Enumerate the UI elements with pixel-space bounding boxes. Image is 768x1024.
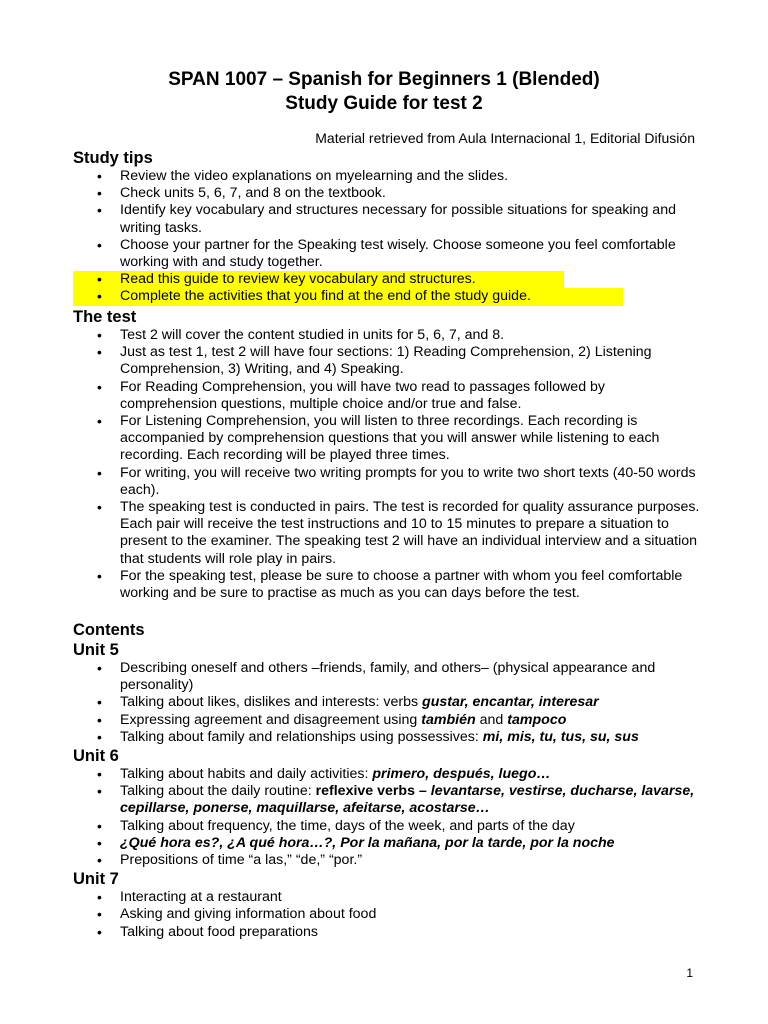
list-item: • Check units 5, 6, 7, and 8 on the textbook. bbox=[73, 185, 703, 202]
list-item: • Talking about family and relationships using possessives: mi, mis, tu, tus, su, sus bbox=[73, 729, 703, 746]
list-item: • The speaking test is conducted in pairs. The test is recorded for quality assurance purposes. Each pair will receive the test instructions and 10 to 15 minutes to prepare a situation to present to the examiner. The speaking test 2 will have an individual interview and a situation that students will role play in pairs. bbox=[73, 499, 703, 568]
source-note: Material retrieved from Aula Internacional 1, Editorial Difusión bbox=[315, 130, 695, 146]
list-item: • Asking and giving information about food bbox=[73, 906, 703, 923]
course-title: SPAN 1007 – Spanish for Beginners 1 (Blended) bbox=[168, 69, 600, 90]
list-item: • For the speaking test, please be sure to choose a partner with whom you feel comfortable working and be sure to practise as much as you can days before the test. bbox=[73, 568, 703, 602]
list-item: • For Reading Comprehension, you will have two read to passages followed by comprehension questions, multiple choice and/or true and false. bbox=[73, 379, 703, 413]
list-item: • Talking about food preparations bbox=[73, 924, 703, 941]
contents-heading: Contents bbox=[73, 621, 145, 639]
list-item: • Talking about the daily routine: reflexive verbs – levantarse, vestirse, ducharse, lavarse, cepillarse, ponerse, maquillarse, afeitarse, acostarse… bbox=[73, 783, 703, 817]
list-item: • ¿Qué hora es?, ¿A qué hora…?, Por la mañana, por la tarde, por la noche bbox=[73, 835, 703, 852]
unit7-heading: Unit 7 bbox=[73, 870, 119, 889]
list-item: • Choose your partner for the Speaking test wisely. Choose someone you feel comfortable working with and study together. bbox=[73, 237, 703, 271]
list-item: • Expressing agreement and disagreement using también and tampoco bbox=[73, 712, 703, 729]
unit7-list bbox=[73, 889, 703, 941]
list-item: • Describing oneself and others –friends, family, and others– (physical appearance and personality) bbox=[73, 660, 703, 694]
unit6-list bbox=[73, 766, 703, 869]
list-item: • Review the video explanations on myelearning and the slides. bbox=[73, 168, 703, 185]
list-item: • Prepositions of time “a las,” “de,” “por.” bbox=[73, 852, 703, 869]
list-item: • Talking about likes, dislikes and interests: verbs gustar, encantar, interesar bbox=[73, 694, 703, 711]
unit5-heading: Unit 5 bbox=[73, 641, 119, 659]
list-item: • Identify key vocabulary and structures necessary for possible situations for speaking and writing tasks. bbox=[73, 202, 703, 236]
study-tips-section bbox=[73, 148, 703, 306]
unit6-heading: Unit 6 bbox=[73, 747, 119, 766]
the-test-section bbox=[73, 307, 703, 602]
unit5-list bbox=[73, 660, 703, 746]
page-number: 1 bbox=[686, 966, 693, 980]
the-test-list bbox=[73, 327, 703, 602]
list-item: • Talking about habits and daily activities: primero, después, luego… bbox=[73, 766, 703, 783]
highlighted-list-item: • Read this guide to review key vocabulary and structures. bbox=[73, 271, 564, 288]
highlighted-list-item: • Complete the activities that you find at the end of the study guide. bbox=[73, 288, 623, 305]
the-test-heading: The test bbox=[73, 308, 137, 326]
list-item: • For writing, you will receive two writing prompts for you to write two short texts (40-50 words each). bbox=[73, 465, 703, 499]
list-item: • Just as test 1, test 2 will have four sections: 1) Reading Comprehension, 2) Listening Comprehension, 3) Writing, and 4) Speaking. bbox=[73, 344, 703, 378]
contents-section bbox=[73, 620, 703, 941]
list-item: • For Listening Comprehension, you will listen to three recordings. Each recording is accompanied by comprehension questions that you will answer while listening to each recording. Each recording will be played three times. bbox=[73, 413, 703, 465]
list-item: • Interacting at a restaurant bbox=[73, 889, 703, 906]
study-tips-heading: Study tips bbox=[73, 149, 153, 167]
guide-title: Study Guide for test 2 bbox=[285, 93, 483, 114]
list-item: • Talking about frequency, the time, days of the week, and parts of the day bbox=[73, 818, 703, 835]
list-item: • Test 2 will cover the content studied in units for 5, 6, 7, and 8. bbox=[73, 327, 703, 344]
study-tips-list bbox=[73, 168, 703, 306]
